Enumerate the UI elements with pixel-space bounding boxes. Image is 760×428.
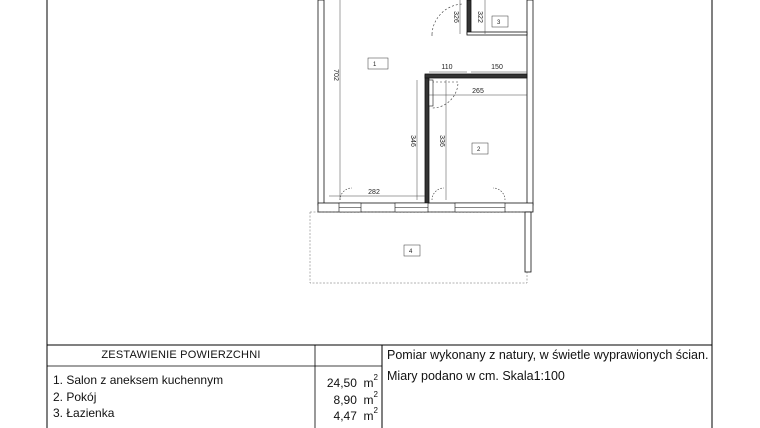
summary-row-value (334, 405, 378, 421)
dim-110: 110 (441, 64, 453, 71)
room-4-label: 4 (409, 249, 413, 255)
room-3-label: 3 (497, 20, 501, 26)
value-exp: 2 (373, 390, 378, 399)
measurement-note-line-1: Pomiar wykonany z natury, w świetle wyprawionych ścian. (387, 348, 709, 362)
value-exp: 2 (373, 373, 378, 382)
room-2-label: 2 (477, 147, 481, 153)
value-unit: m (363, 409, 374, 423)
summary-row-label: 2. Pokój (53, 390, 97, 404)
area-summary-table (47, 345, 382, 428)
value-unit: m (363, 376, 374, 390)
value-exp: 2 (373, 406, 378, 415)
room-label-3 (492, 16, 508, 27)
dim-150: 150 (491, 64, 503, 71)
room-1-label: 1 (373, 62, 377, 68)
dim-346: 346 (409, 135, 416, 147)
value-number: 4,47 (333, 409, 357, 423)
dim-282: 282 (368, 189, 380, 196)
summary-row-label: 1. Salon z aneksem kuchennym (53, 373, 224, 387)
value-number: 24,50 (326, 376, 357, 390)
dim-326: 326 (452, 11, 459, 23)
room-label-1 (368, 58, 388, 69)
dim-336: 336 (438, 135, 445, 147)
summary-row-value (334, 389, 378, 405)
summary-row-label: 3. Łazienka (53, 406, 115, 420)
measurement-note-line-2: Miary podano w cm. Skala1:100 (387, 369, 565, 383)
value-number: 8,90 (333, 393, 357, 407)
walls (318, 0, 533, 212)
value-unit: m (363, 393, 374, 407)
dim-702: 702 (332, 69, 339, 81)
summary-row-value (327, 372, 378, 388)
dim-265: 265 (472, 88, 484, 95)
balcony (310, 212, 531, 283)
dim-322: 322 (476, 11, 483, 23)
summary-title: ZESTAWIENIE POWIERZCHNI (101, 349, 261, 361)
room-label-2 (472, 143, 488, 154)
